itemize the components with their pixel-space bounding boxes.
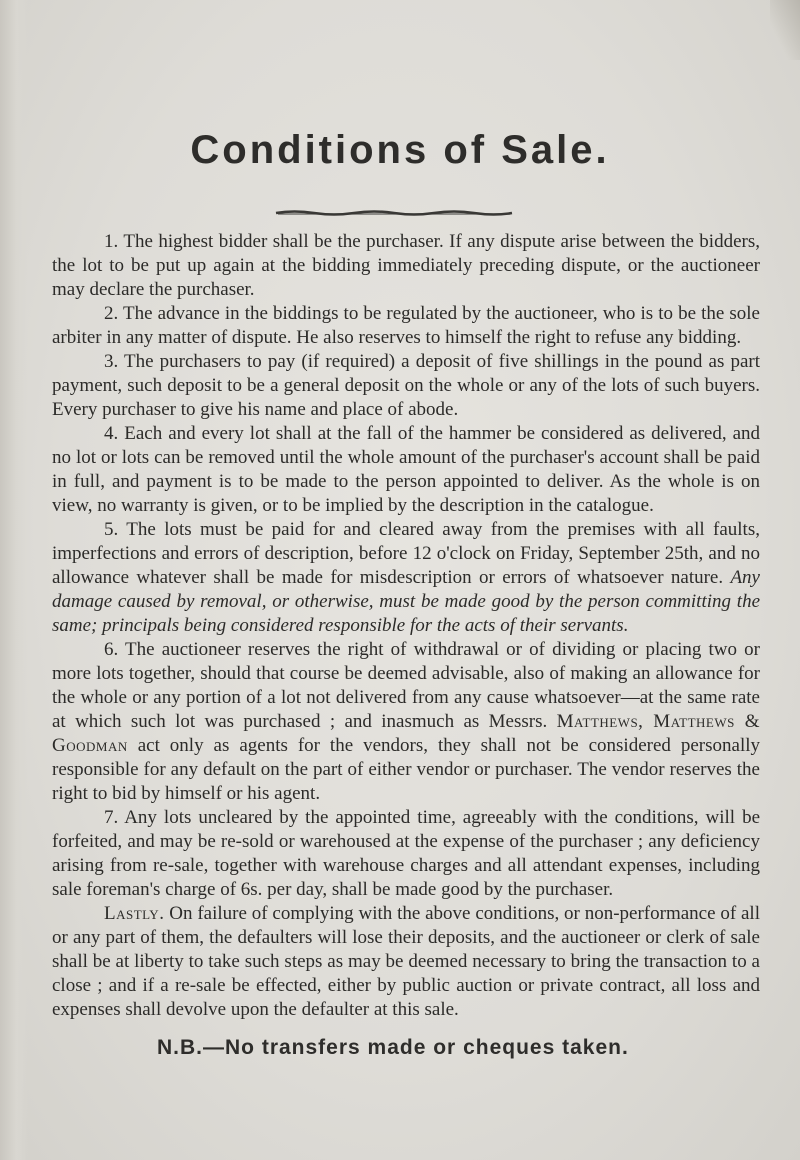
page-left-edge	[0, 0, 28, 1160]
condition-number: 5.	[104, 519, 119, 540]
condition-lastly	[52, 902, 760, 1022]
condition-3	[52, 350, 760, 422]
condition-number: 3.	[104, 351, 119, 372]
condition-6	[52, 638, 760, 806]
condition-text: The advance in the biddings to be regulated by the auctioneer, who is to be the sole arbiter in any matter of dispute. He also reserves to himself the right to refuse any bidding.	[52, 303, 760, 348]
condition-text: The purchasers to pay (if required) a deposit of five shillings in the pound as part payment, such deposit to be a general deposit on the whole or any of the lots of such buyers. Every purchaser to give his name and place of abode.	[52, 351, 760, 420]
condition-number: 4.	[104, 423, 119, 444]
footer-note: N.B.—No transfers made or cheques taken.	[157, 1036, 629, 1059]
condition-text: Any lots uncleared by the appointed time, agreeably with the conditions, will be forfeited, and may be re-sold or warehoused at the expense of the purchaser ; any deficiency arising from re-sale, together with warehouse charges and all attendant expenses, including sale foreman's charge of 6s. per day, shall be made good by the purchaser.	[52, 807, 761, 900]
firm-name: Matthews, Matthews & Goodman	[52, 711, 760, 756]
decorative-rule	[274, 210, 514, 216]
condition-7	[52, 806, 760, 902]
condition-number: 6.	[104, 639, 119, 660]
condition-5	[52, 518, 760, 638]
condition-italic-text: Any damage caused by removal, or otherwise, must be made good by the person committing the same; principals being considered responsible for the acts of their servants.	[52, 567, 760, 636]
condition-number: 2.	[104, 303, 119, 324]
page-corner-shadow	[770, 0, 800, 60]
condition-2	[52, 302, 760, 350]
condition-text: The auctioneer reserves the right of withdrawal or of dividing or placing two or more lots together, should that course be deemed advisable, also of making an allowance for the whole or any portion of a lot not delivered from any cause whatsoever—at the same rate at which such lot was purchased ; and inasmuch as Messrs.	[52, 639, 760, 732]
conditions-list	[52, 230, 760, 1022]
condition-1	[52, 230, 760, 302]
condition-number: 1.	[104, 231, 119, 252]
condition-text-continued: act only as agents for the vendors, they shall not be considered personally responsible for any default on the part of either vendor or purchaser. The vendor reserves the right to bid by himself or his agent.	[52, 735, 760, 804]
condition-number: Lastly.	[104, 903, 165, 924]
condition-4	[52, 422, 760, 518]
condition-text: The highest bidder shall be the purchaser. If any dispute arise between the bidders, the lot to be put up again at the bidding immediately preceding dispute, or the auctioneer may declare the purchaser.	[52, 231, 760, 300]
condition-number: 7.	[104, 807, 119, 828]
condition-text: On failure of complying with the above conditions, or non-performance of all or any part of them, the defaulters will lose their deposits, and the auctioneer or clerk of sale shall be at liberty to take such steps as may be deemed necessary to bring the transaction to a close ; and if a re-sale be effected, either by public auction or private contract, all loss and expenses shall devolve upon the defaulter at this sale.	[52, 903, 760, 1020]
condition-text: The lots must be paid for and cleared away from the premises with all faults, imperfections and errors of description, before 12 o'clock on Friday, September 25th, and no allowance whatever shall be made for misdescription or errors of whatsoever nature.	[52, 519, 760, 588]
page-title: Conditions of Sale.	[190, 128, 610, 172]
condition-text: Each and every lot shall at the fall of the hammer be considered as delivered, and no lot or lots can be removed until the whole amount of the purchaser's account shall be paid in full, and payment is to be made to the person appointed to deliver. As the whole is on view, no warranty is given, or to be implied by the description in the catalogue.	[52, 423, 760, 516]
